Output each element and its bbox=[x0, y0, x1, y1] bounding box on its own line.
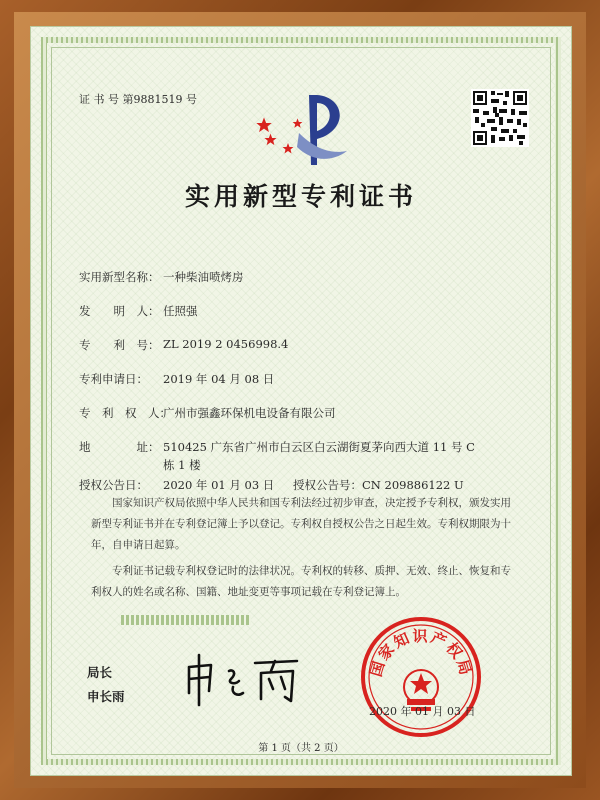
field-value-patentee: 广州市强鑫环保机电设备有限公司 bbox=[163, 406, 336, 420]
cnipa-logo-icon bbox=[251, 85, 361, 175]
certificate-paper bbox=[30, 26, 572, 776]
divider-ribbon bbox=[121, 615, 251, 625]
field-label-grant-date: 授权公告日： bbox=[79, 478, 148, 492]
signatory-name: 申长雨 bbox=[87, 689, 125, 704]
field-value-address: 510425 广东省广州市白云区白云湖街夏茅向西大道 11 号 C bbox=[163, 440, 475, 454]
certificate-title: 实用新型专利证书 bbox=[184, 182, 417, 211]
field-label-utility-name: 实用新型名称： bbox=[79, 270, 160, 284]
page-footer: 第 1 页（共 2 页） bbox=[258, 743, 344, 754]
field-label-inventor: 发 明 人： bbox=[79, 304, 160, 318]
qr-code-icon bbox=[471, 89, 529, 147]
field-label-filing-date: 专利申请日： bbox=[79, 372, 148, 386]
field-value-grant-date: 2020 年 01 月 03 日 bbox=[163, 478, 275, 492]
field-value-filing-date: 2019 年 04 月 08 日 bbox=[163, 372, 275, 386]
field-value-utility-name: 一种柴油喷烤房 bbox=[163, 270, 244, 284]
field-label-patentee: 专 利 权 人： bbox=[79, 406, 171, 420]
field-value-inventor: 任照强 bbox=[163, 304, 198, 318]
seal-text: 国家知识产权局 bbox=[366, 627, 476, 679]
paragraph-legal-status: 专利证书记载专利权登记时的法律状况。专利权的转移、质押、无效、终止、恢复和专利权人的姓名或名称、国籍、地址变更等事项记载在专利登记簿上。 bbox=[91, 565, 511, 598]
paragraph-grant-notice: 国家知识产权局依照中华人民共和国专利法经过初步审查，决定授予专利权，颁发实用新型专利证书并在专利登记簿上予以登记。专利权自授权公告之日起生效。专利权期限为十年，自申请日起算。 bbox=[91, 497, 511, 551]
field-value-address-line2: 栋 1 楼 bbox=[163, 458, 201, 472]
official-seal-icon bbox=[359, 615, 483, 739]
field-label-patent-number: 专 利 号： bbox=[79, 338, 160, 352]
announcement-number: 授权公告号：CN 209886122 U bbox=[293, 478, 464, 492]
signatory-title: 局长 bbox=[87, 665, 113, 680]
field-value-patent-number: ZL 2019 2 0456998.4 bbox=[163, 337, 289, 351]
handwritten-signature-icon bbox=[177, 649, 307, 709]
field-label-address: 地 址： bbox=[79, 440, 160, 454]
seal-date: 2020 年 01 月 03 日 bbox=[369, 705, 476, 718]
certificate-number: 证 书 号 第9881519 号 bbox=[79, 93, 197, 106]
